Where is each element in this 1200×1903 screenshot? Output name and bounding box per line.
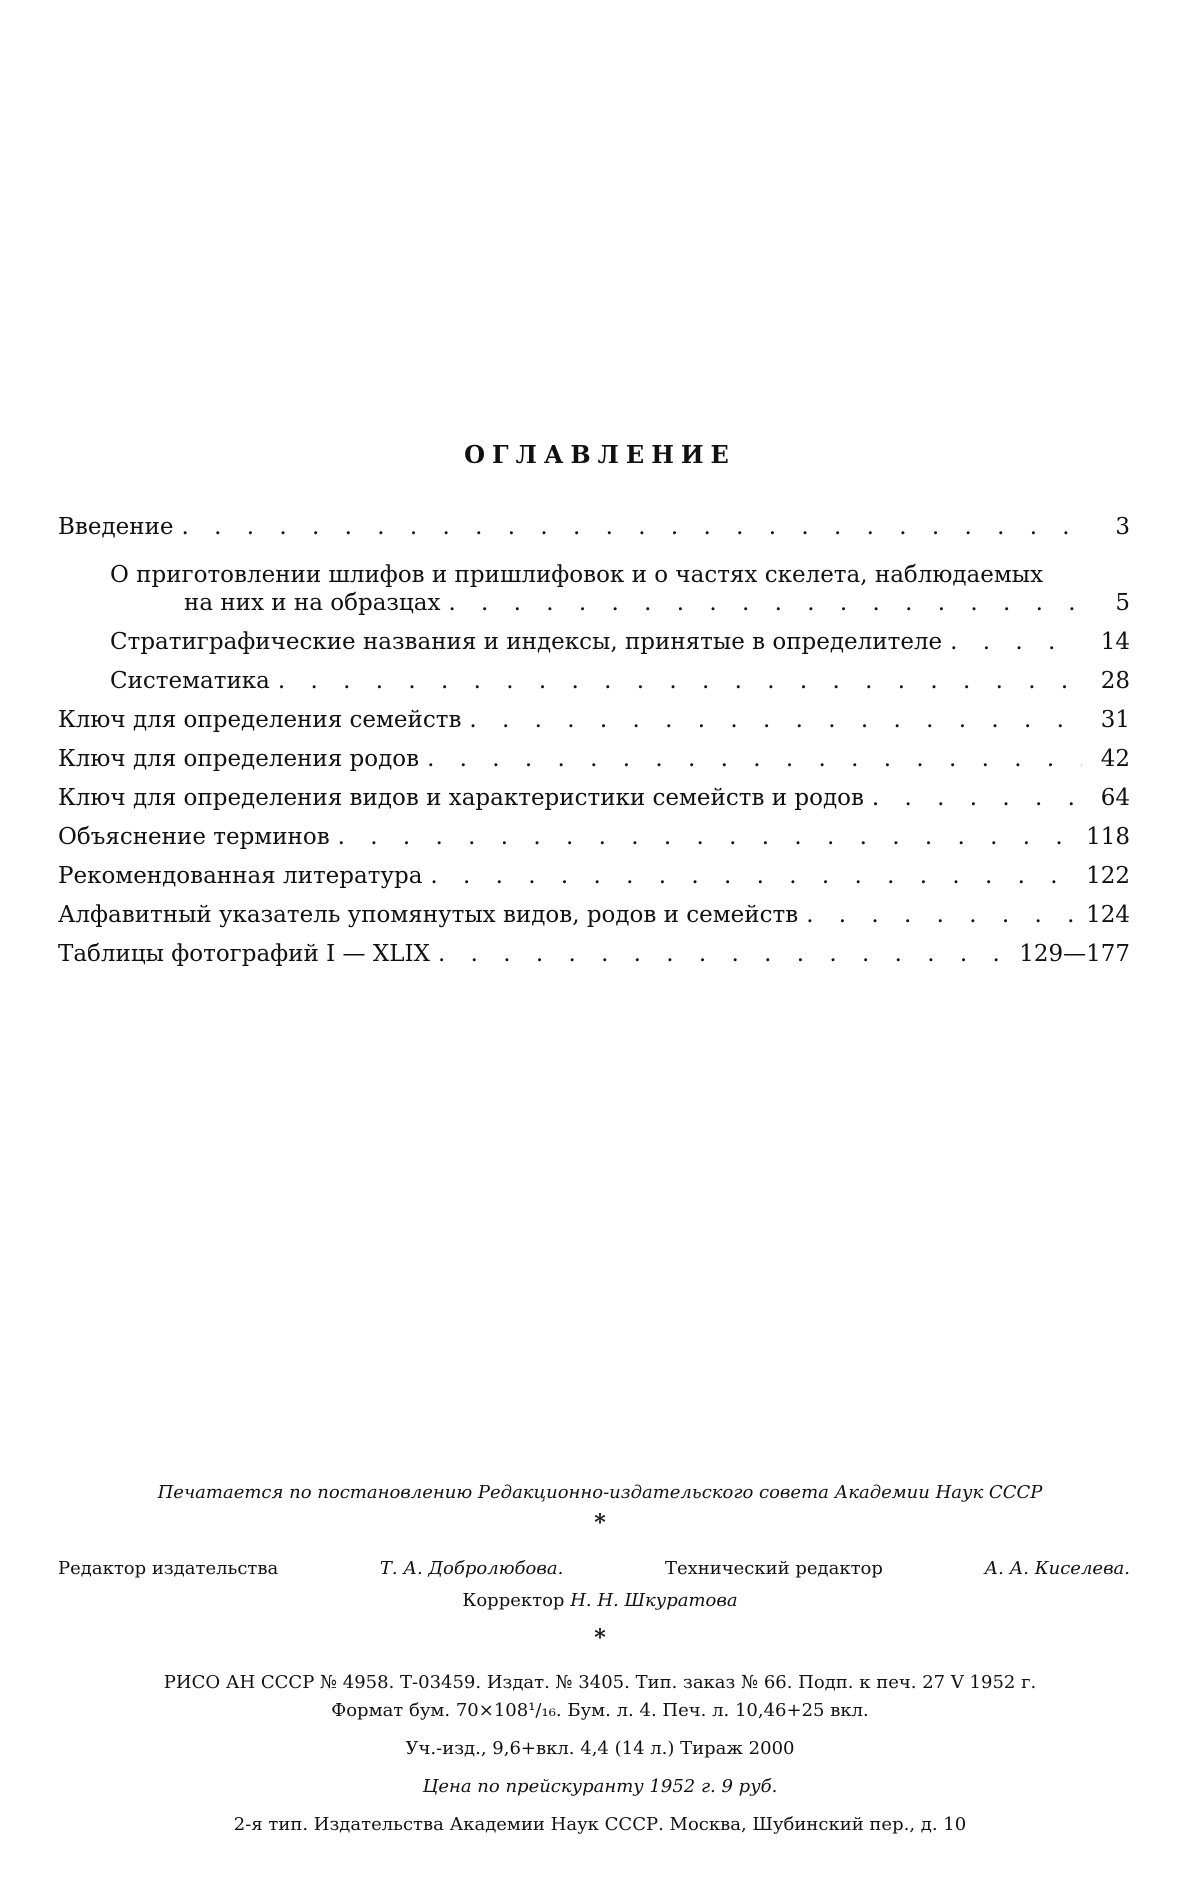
corrector-label: Корректор [462,1590,565,1611]
tech-editor-name: А. А. Киселева. [984,1558,1130,1579]
toc-entry-page: 31 [1100,707,1130,733]
toc-entry-page: 122 [1086,863,1130,889]
toc-entry [58,773,1130,812]
toc-entry [58,851,1130,890]
toc-leader-dots [950,628,1082,656]
publication-authorization: Печатается по постановлению Редакционно-издательского совета Академии Наук СССР [157,1482,1043,1503]
riso-line: РИСО АН СССР № 4958. Т-03459. Издат. № 3405. Тип. заказ № 66. Подп. к печ. 27 V 1952 г. [163,1672,1037,1693]
toc-entry [58,812,1130,851]
toc-entry-page: 118 [1086,824,1130,850]
toc-entry [58,734,1130,773]
format-line: Формат бум. 70×108¹/₁₆. Бум. л. 4. Печ. л. 10,46+25 вкл. [331,1700,869,1721]
editor-label: Редактор издательства [58,1558,279,1579]
toc-entry-page: 28 [1100,668,1130,694]
toc-leader-dots [182,513,1082,541]
toc-entry-label-continued: на них и на образцах [184,590,441,616]
corrector-line [0,1590,1200,1611]
toc-entry-label: Ключ для определения семейств [58,707,462,733]
corrector-name: Н. Н. Шкуратова [570,1590,738,1611]
toc-entry-page: 14 [1100,629,1130,655]
toc-entry [58,502,1130,541]
editor-name: Т. А. Добролюбова. [379,1558,564,1579]
toc-entry-page: 124 [1086,902,1130,928]
toc-leader-dots [338,823,1078,851]
toc-entry-label: Таблицы фотографий I — XLIX [58,941,430,967]
toc-leader-dots [806,901,1078,929]
toc-leader-dots [872,784,1082,812]
toc-entry-label: Объяснение терминов [58,824,330,850]
toc-leader-dots [438,940,1011,968]
tech-editor-label: Технический редактор [664,1558,883,1579]
toc-entry-label: Рекомендованная литература [58,863,423,889]
table-of-contents [58,502,1130,968]
toc-entry-label: Введение [58,514,174,540]
toc-entry-label: Ключ для определения видов и характеристики семейств и родов [58,785,864,811]
price-line: Цена по прейскуранту 1952 г. 9 руб. [422,1776,778,1797]
editors-line [58,1558,1130,1579]
toc-entry-label: Ключ для определения родов [58,746,420,772]
toc-entry [58,890,1130,929]
separator-star: * [594,1510,606,1536]
toc-entry-page: 42 [1100,746,1130,772]
toc-title: ОГЛАВЛЕНИЕ [464,440,736,469]
separator-star: * [594,1625,606,1651]
toc-entry-label: Стратиграфические названия и индексы, принятые в определителе [110,629,943,655]
toc-entry [58,695,1130,734]
toc-leader-dots [430,862,1078,890]
printer-line: 2-я тип. Издательства Академии Наук СССР. Москва, Шубинский пер., д. 10 [233,1814,967,1835]
toc-entry-page: 129—177 [1019,941,1130,967]
toc-entry-page: 3 [1115,514,1130,540]
toc-entry-label: О приготовлении шлифов и пришлифовок и о частях скелета, наблюдаемых [110,562,1044,588]
toc-leader-dots [427,745,1082,773]
toc-entry-label: Систематика [110,668,270,694]
toc-leader-dots [448,589,1082,617]
toc-leader-dots [469,706,1082,734]
toc-entry [58,929,1130,968]
toc-entry [58,656,1130,695]
toc-entry [58,541,1130,617]
toc-entry-label: Алфавитный указатель упомянутых видов, родов и семейств [58,902,799,928]
toc-entry-page: 64 [1100,785,1130,811]
toc-entry-page: 5 [1115,590,1130,616]
edition-line: Уч.-изд., 9,6+вкл. 4,4 (14 л.) Тираж 2000 [405,1738,795,1759]
toc-leader-dots [278,667,1082,695]
toc-entry [58,617,1130,656]
